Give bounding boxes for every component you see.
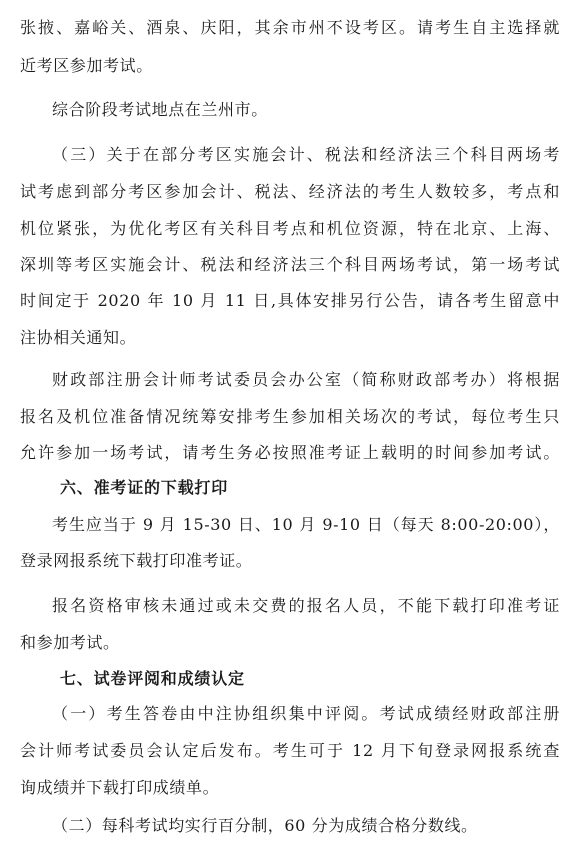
section-heading: 七、试卷评阅和成绩认定 — [60, 669, 245, 688]
section-heading: 六、准考证的下载打印 — [60, 478, 229, 497]
text-line: 时间定于 2020 年 10 月 11 日,具体安排另行公告，请各考生留意中 — [20, 291, 560, 310]
text-line: 试考虑到部分考区参加会计、税法、经济法的考生人数较多，考点和 — [20, 182, 560, 201]
text-line: 登录网报系统下载打印准考证。 — [20, 551, 253, 570]
text-line: 近考区参加考试。 — [20, 56, 153, 75]
text-line: 允许参加一场考试，请考生务必按照准考证上载明的时间参加考试。 — [20, 443, 560, 462]
text-line: 综合阶段考试地点在兰州市。 — [52, 100, 268, 119]
text-line: 财政部注册会计师考试委员会办公室（简称财政部考办）将根据 — [52, 370, 560, 389]
text-line: 注协相关通知。 — [20, 328, 137, 347]
text-line: 报名资格审核未通过或未交费的报名人员，不能下载打印准考证 — [52, 596, 560, 615]
text-line: 会计师考试委员会认定后发布。考生可于 12 月下旬登录网报系统查 — [20, 741, 560, 760]
text-line: 报名及机位准备情况统筹安排考生参加相关场次的考试，每位考生只 — [20, 407, 560, 426]
text-line: 张掖、嘉峪关、酒泉、庆阳，其余市州不设考区。请考生自主选择就 — [20, 18, 560, 37]
text-line: （二）每科考试均实行百分制，60 分为成绩合格分数线。 — [52, 816, 478, 835]
text-line: 深圳等考区实施会计、税法和经济法三个科目两场考试，第一场考试 — [20, 255, 560, 274]
text-line: 机位紧张，为优化考区有关科目考点和机位资源，特在北京、上海、 — [20, 219, 560, 238]
text-line: 询成绩并下载打印成绩单。 — [20, 778, 220, 797]
text-line: （一）考生答卷由中注协组织集中评阅。考试成绩经财政部注册 — [52, 704, 560, 723]
text-line: （三）关于在部分考区实施会计、税法和经济法三个科目两场考 — [52, 145, 560, 164]
text-line: 和参加考试。 — [20, 633, 120, 652]
text-line: 考生应当于 9 月 15-30 日、10 月 9-10 日（每天 8:00-20:00）， — [52, 515, 560, 534]
